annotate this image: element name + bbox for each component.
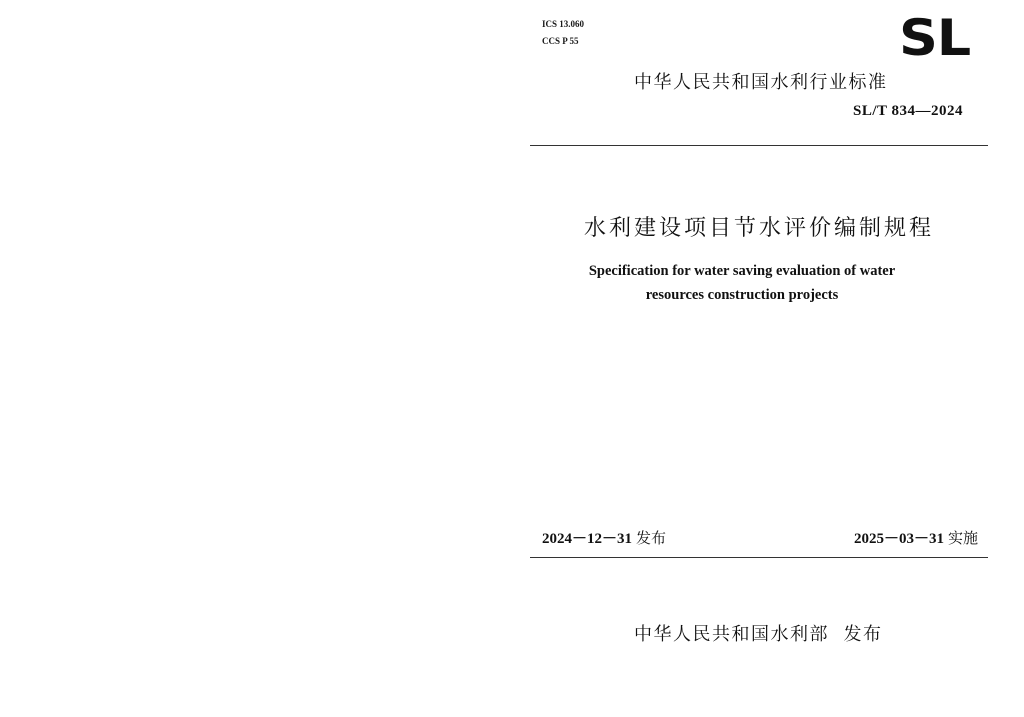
implement-date: 2025－03－31 [853,531,944,547]
top-divider [530,145,988,146]
standard-number: SL/T 834—2024 [853,103,963,119]
sl-logo: SL [899,9,971,67]
issue-label: 发布 [843,624,883,645]
publish-label: 发布 [636,529,667,547]
ics-code: ICS 13.060 [542,19,585,29]
issuing-authority [634,620,882,646]
title-english-line-1: Specification for water saving evaluation of water [588,263,896,279]
classification-codes [542,16,584,50]
implement-label: 实施 [947,529,978,547]
ccs-code: CCS P 55 [542,36,579,46]
issuing-ministry: 中华人民共和国水利部 [634,624,829,645]
title-english [530,259,954,307]
implement-date-block [854,527,978,548]
publish-date: 2024－12－31 [542,531,633,547]
bottom-divider [530,557,988,558]
standard-category: 中华人民共和国水利行业标准 [634,72,888,93]
publish-date-block [542,527,666,548]
title-chinese: 水利建设项目节水评价编制规程 [583,216,934,241]
title-english-line-2: resources construction projects [645,287,839,303]
